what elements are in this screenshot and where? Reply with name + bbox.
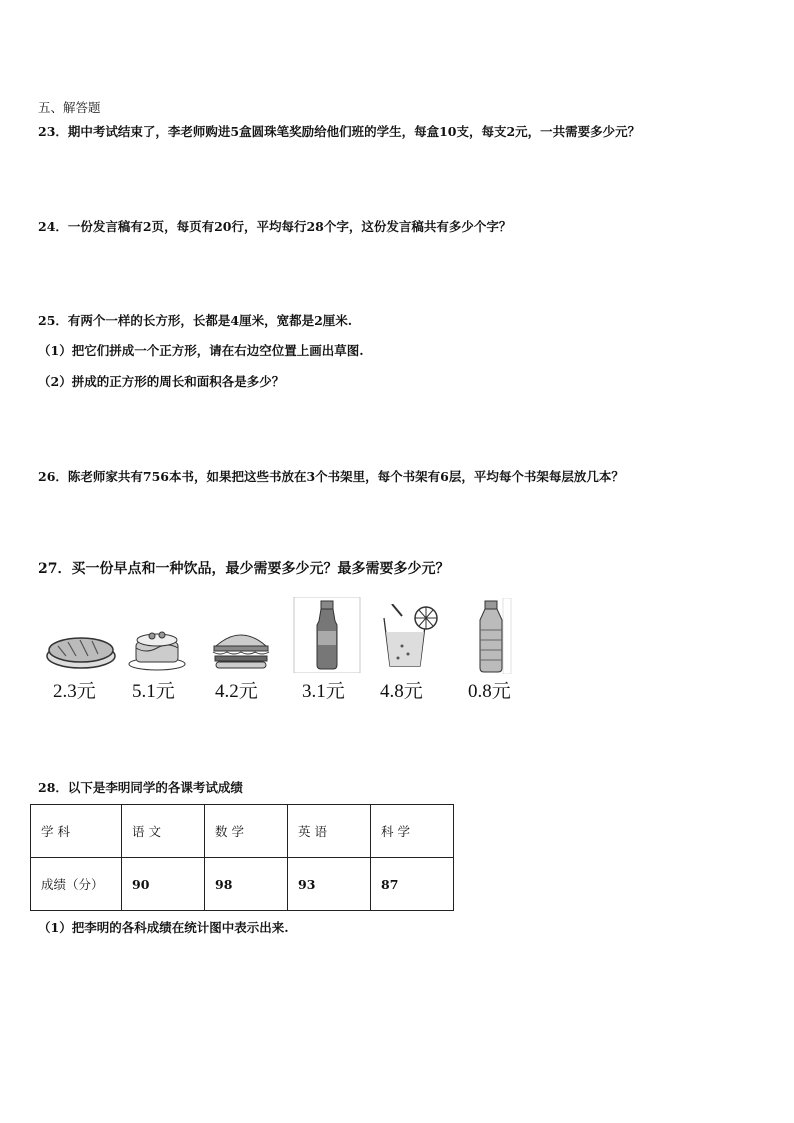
price-cola: 3.1元 xyxy=(302,681,345,702)
question-23: 23．期中考试结束了，李老师购进5盒圆珠笔奖励给他们班的学生，每盒10支，每支2元，一共需要多少元？ xyxy=(38,124,641,139)
price-cake: 5.1元 xyxy=(132,681,175,702)
table-cell: 90 xyxy=(122,858,205,911)
table-header-cell: 英 语 xyxy=(288,805,371,858)
price-juice: 4.8元 xyxy=(380,681,423,702)
question-25-stem: 25．有两个一样的长方形，长都是4厘米，宽都是2厘米. xyxy=(38,313,353,328)
question-27-stem: 27．买一份早点和一种饮品，最少需要多少元？最多需要多少元？ xyxy=(38,561,450,577)
price-burger: 4.2元 xyxy=(215,681,258,702)
price-water: 0.8元 xyxy=(468,681,511,702)
table-cell: 93 xyxy=(288,858,371,911)
table-header-row xyxy=(31,805,454,858)
table-header-cell: 科 学 xyxy=(371,805,454,858)
table-cell: 98 xyxy=(205,858,288,911)
table-header-cell: 学 科 xyxy=(31,805,122,858)
table-header-cell: 数 学 xyxy=(205,805,288,858)
question-25-sub1: （1）把它们拼成一个正方形，请在右边空位置上画出草图. xyxy=(38,343,364,358)
table-row xyxy=(31,858,454,911)
table-header-cell: 语 文 xyxy=(122,805,205,858)
score-table xyxy=(30,804,454,911)
question-25-sub2: （2）拼成的正方形的周长和面积各是多少？ xyxy=(38,374,285,389)
section-title: 五、解答题 xyxy=(38,100,101,115)
question-28-sub1: （1）把李明的各科成绩在统计图中表示出来. xyxy=(38,920,289,935)
table-cell: 87 xyxy=(371,858,454,911)
juice-glass-icon xyxy=(362,604,452,668)
price-bread: 2.3元 xyxy=(53,681,96,702)
cola-bottle-icon xyxy=(282,597,372,673)
burger-icon xyxy=(196,626,286,672)
table-cell: 成绩（分） xyxy=(31,858,122,911)
cake-icon xyxy=(112,626,202,672)
question-24: 24．一份发言稿有2页，每页有20行，平均每行28个字，这份发言稿共有多少个字？ xyxy=(38,219,512,234)
question-28-stem: 28．以下是李明同学的各课考试成绩 xyxy=(38,780,243,795)
question-26: 26．陈老师家共有756本书，如果把这些书放在3个书架里，每个书架有6层，平均每个书架每层放几本？ xyxy=(38,469,624,484)
water-bottle-icon xyxy=(446,598,536,674)
